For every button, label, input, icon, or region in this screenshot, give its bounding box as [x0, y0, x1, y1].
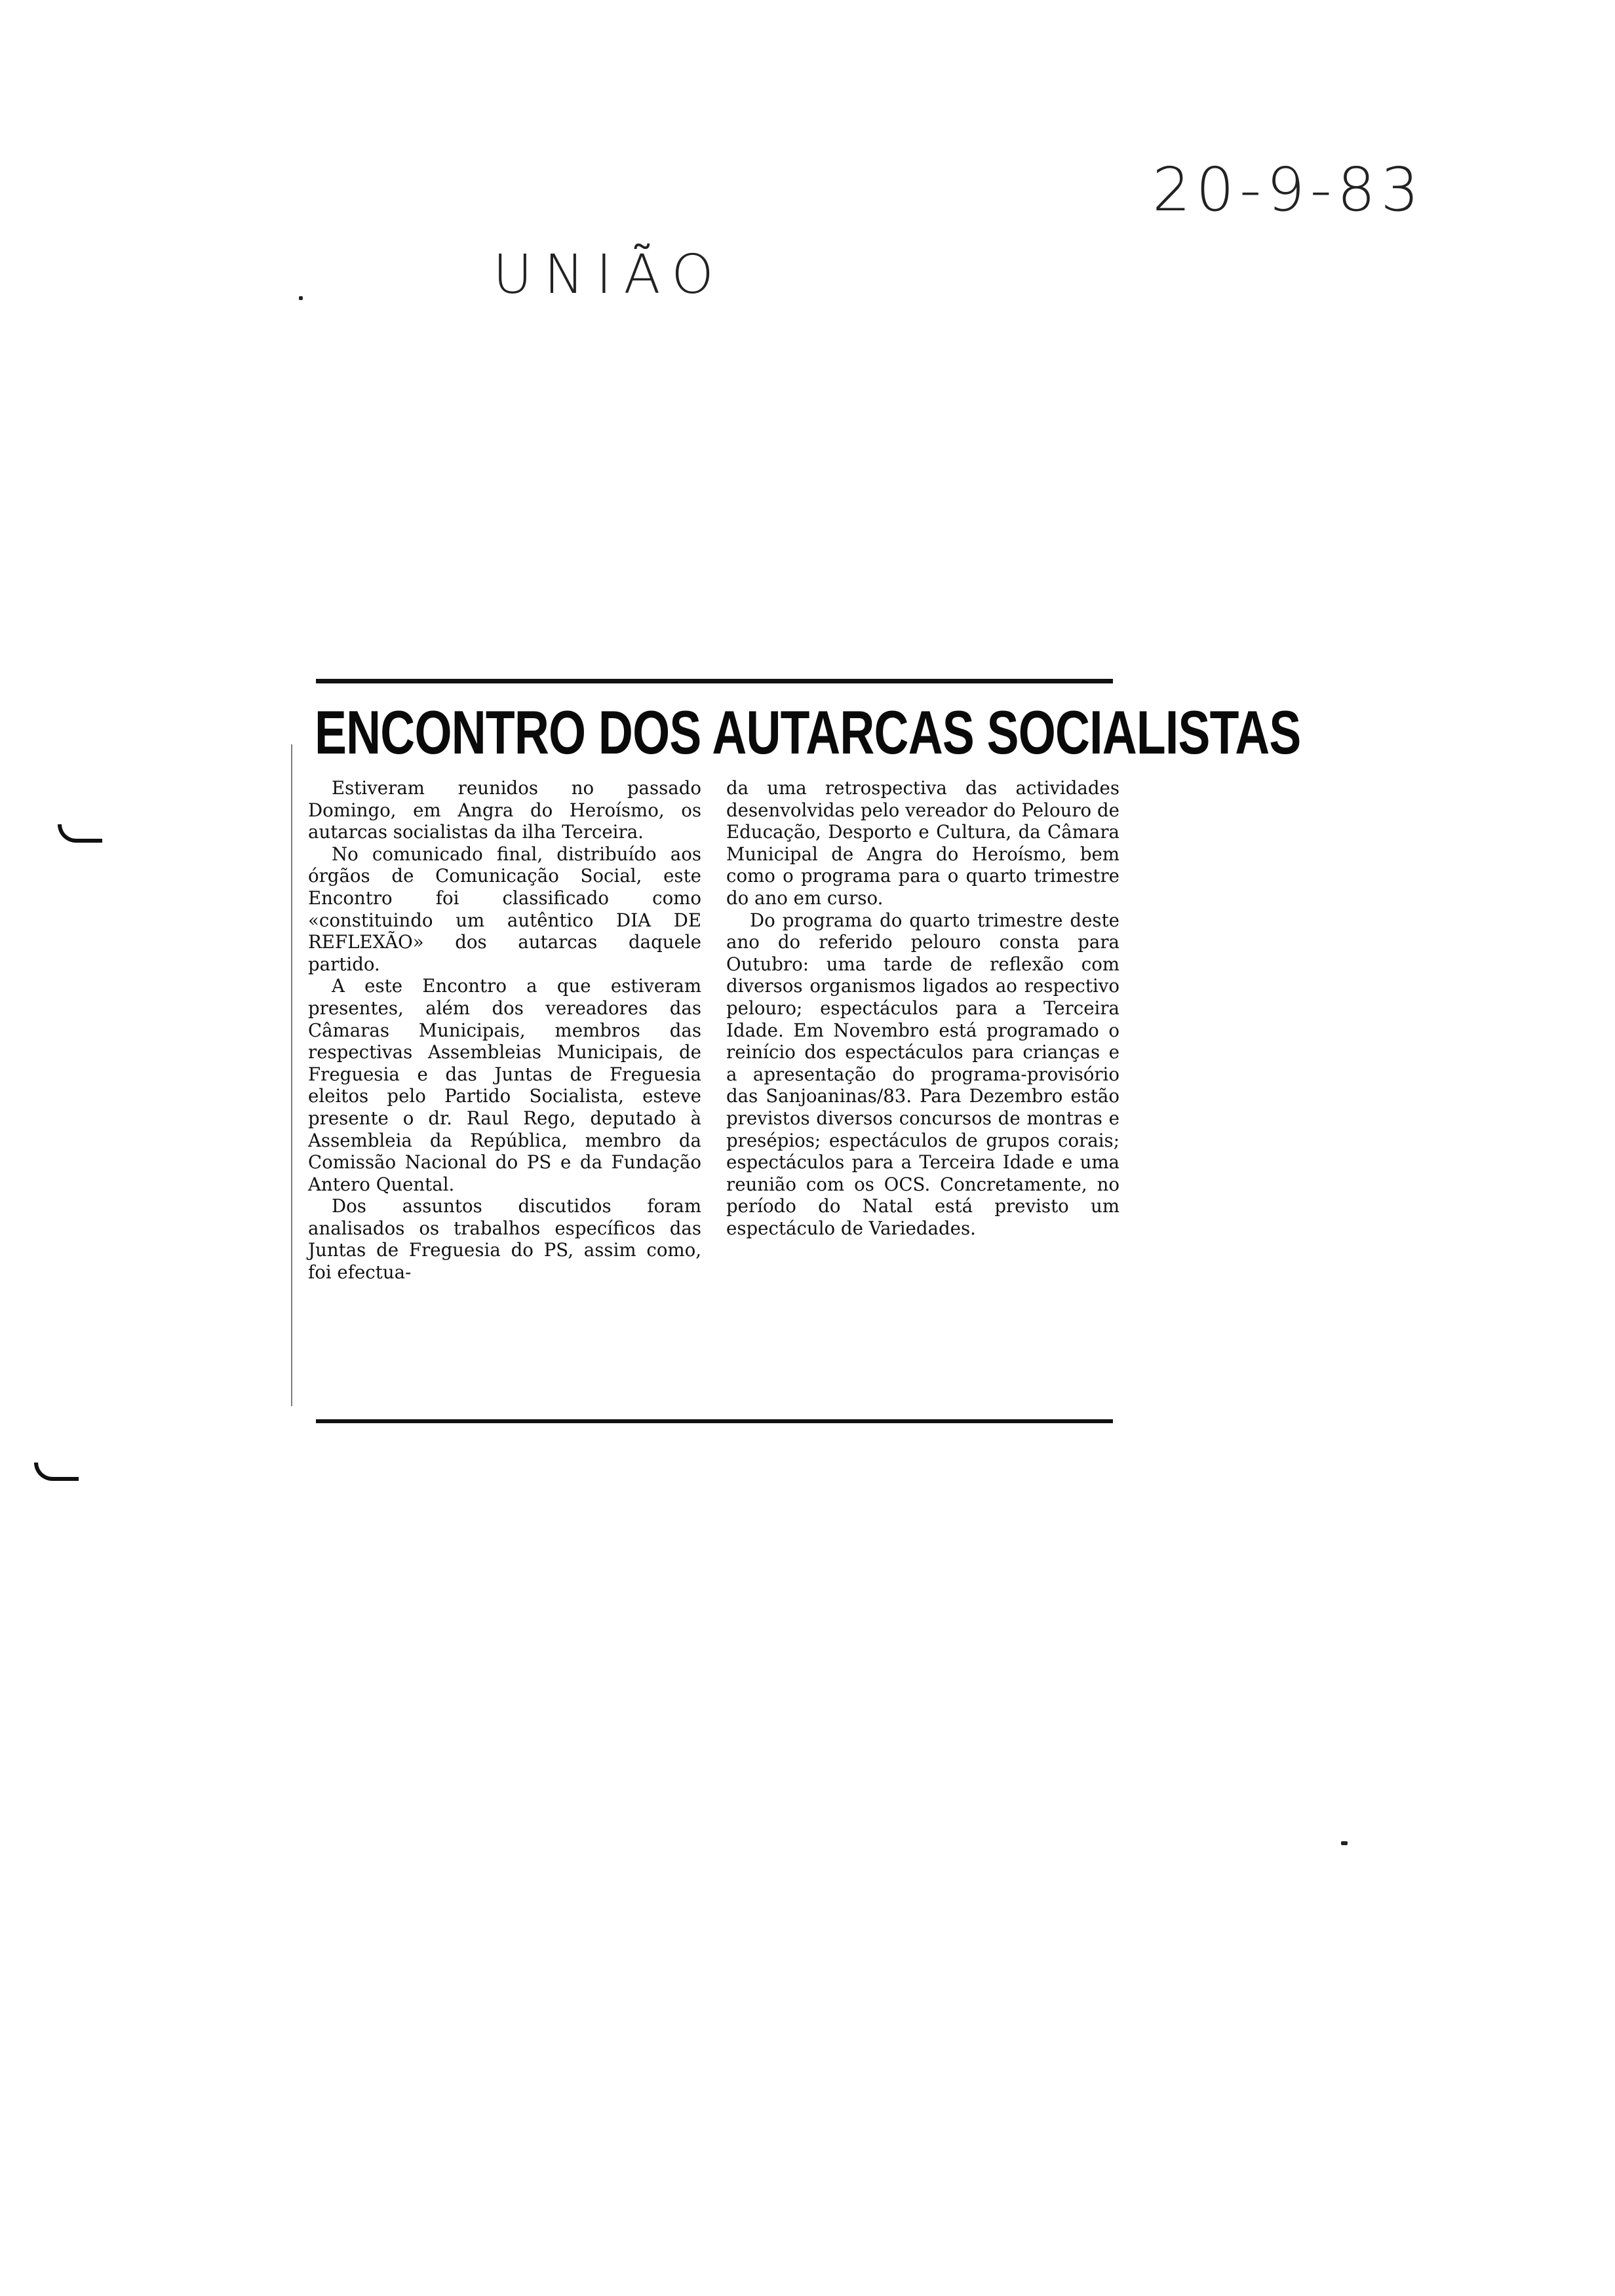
paragraph: Dos assuntos discutidos foram analisados os trabalhos específicos das Juntas de Freguesia do PS, assim como, foi efectua- [308, 1195, 701, 1284]
paragraph: No comunicado final, distribuído aos órgãos de Comunicação Social, este Encontro foi classificado como «constituindo um autêntico DIA DE REFLEXÃO» dos autarcas daquele partido. [308, 843, 701, 975]
article-column-right [726, 777, 1119, 1239]
handwritten-source: UNIÃO [493, 244, 726, 306]
newspaper-clipping [288, 679, 1301, 1426]
paragraph: A este Encontro a que estiveram presentes, além dos vereadores das Câmaras Municipais, membros das respectivas Assembleias Municipais, de Freguesia e das Juntas de Freguesia eleitos pelo Partido Socialista, esteve presente o dr. Raul Rego, deputado à Assembleia da República, membro da Comissão Nacional do PS e da Fundação Antero Quental. [308, 975, 701, 1195]
scan-speck [299, 296, 303, 300]
paragraph: Estiveram reunidos no passado Domingo, em Angra do Heroísmo, os autarcas socialistas da ilha Terceira. [308, 777, 701, 843]
paragraph: Do programa do quarto trimestre deste ano do referido pelouro consta para Outubro: uma tarde de reflexão com diversos organismos ligados ao respectivo pelouro; espectáculos para a Terceira Idade. Em Novembro está programado o reinício dos espectáculos para crianças e a apresentação do programa-provisório das Sanjoaninas/83. Para Dezembro estão previstos diversos concursos de montras e presépios; espectáculos de grupos corais; espectáculos para a Terceira Idade e uma reunião com os OCS. Concretamente, no período do Natal está previsto um espectáculo de Variedades. [726, 909, 1119, 1239]
handwritten-date: 20-9-83 [1152, 155, 1425, 225]
bottom-rule [316, 1419, 1113, 1423]
article-column-left [308, 777, 701, 1284]
paragraph: da uma retrospectiva das actividades desenvolvidas pelo vereador do Pelouro de Educação, Desporto e Cultura, da Câmara Municipal de Angra do Heroísmo, bem como o programa para o quarto trimestre do ano em curso. [726, 777, 1119, 909]
left-cut-edge [291, 744, 292, 1406]
article-headline: ENCONTRO DOS AUTARCAS SOCIALISTAS [315, 698, 1301, 767]
scan-speck [1341, 1841, 1348, 1845]
top-rule [316, 679, 1113, 683]
punch-mark-top [58, 824, 102, 843]
punch-mark-bottom [34, 1463, 79, 1481]
